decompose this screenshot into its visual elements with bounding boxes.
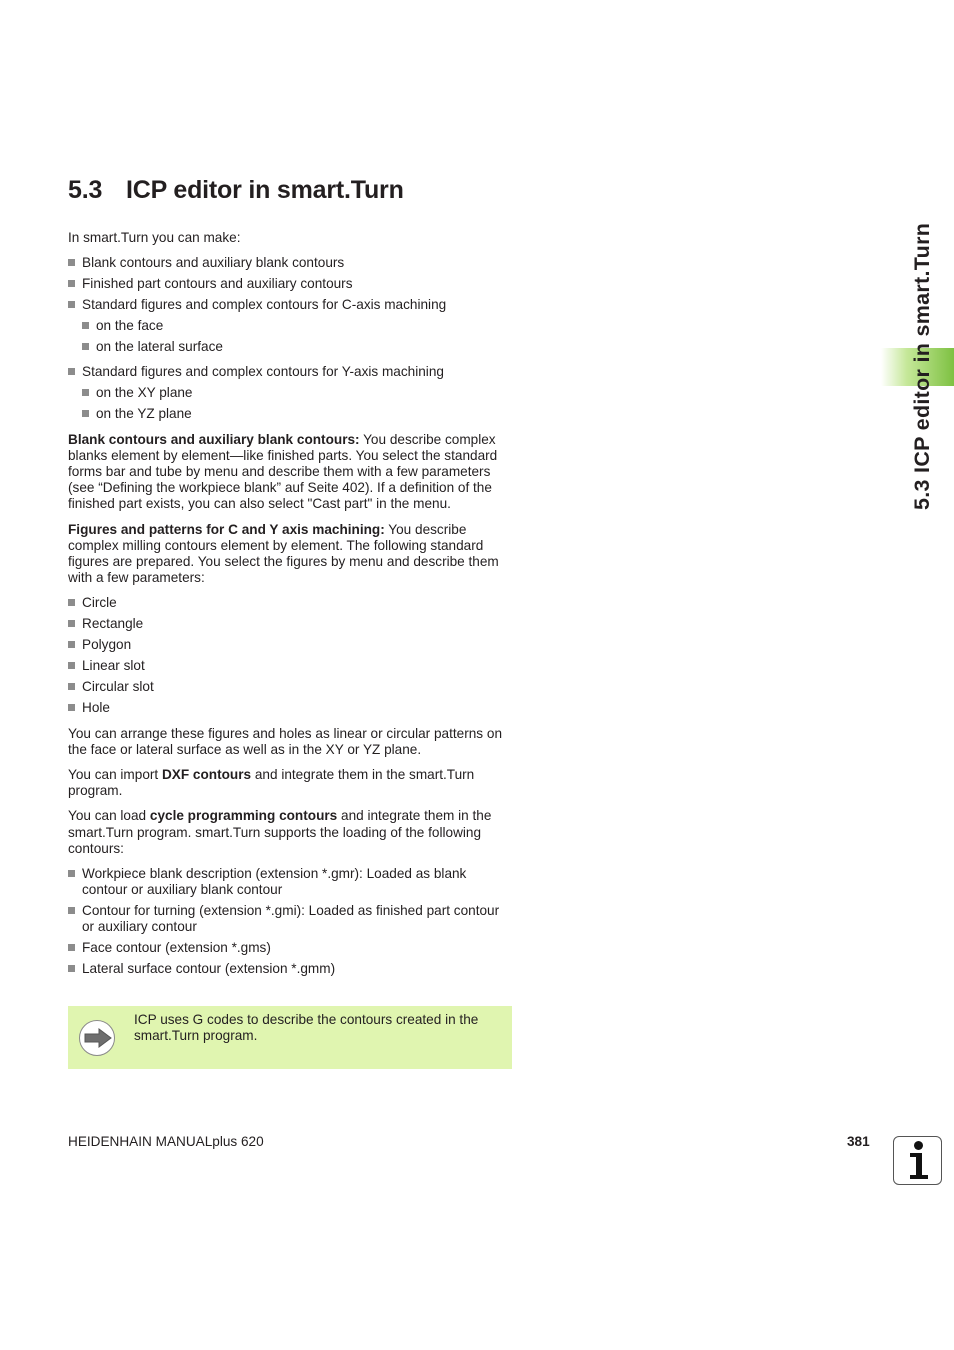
make-list — [68, 255, 512, 355]
section-number: 5.3 — [68, 176, 103, 204]
sub-list-item: on the face — [82, 318, 512, 334]
bullet-icon — [68, 870, 75, 877]
list-item: Hole — [68, 700, 512, 716]
bullet-icon — [82, 410, 89, 417]
section-title-text: ICP editor in smart.Turn — [126, 176, 404, 204]
footer-product-name: HEIDENHAIN MANUALplus 620 — [68, 1134, 264, 1149]
make-list-y — [68, 364, 512, 422]
info-icon — [893, 1136, 942, 1185]
list-item: Rectangle — [68, 616, 512, 632]
arrow-right-icon-graphic — [84, 1027, 112, 1049]
sub-list-item: on the lateral surface — [82, 339, 512, 355]
list-item: Standard figures and complex contours for Y-axis machining on the XY plane on the YZ plane — [68, 364, 512, 422]
dxf-contours-term: DXF contours — [161, 767, 252, 783]
list-item: Contour for turning (extension *.gmi): Loaded as finished part contour or auxiliary contour — [68, 903, 512, 935]
info-icon-dot — [914, 1141, 923, 1150]
contours-list — [68, 866, 512, 978]
list-item: Finished part contours and auxiliary contours — [68, 276, 512, 292]
bullet-icon — [68, 280, 75, 287]
list-item: Circular slot — [68, 679, 512, 695]
body-content — [68, 230, 512, 987]
note-text: ICP uses G codes to describe the contours created in the smart.Turn program. — [134, 1012, 479, 1044]
bullet-icon — [82, 322, 89, 329]
figures-list — [68, 595, 512, 716]
bullet-icon — [68, 704, 75, 711]
bullet-icon — [68, 944, 75, 951]
bullet-icon — [68, 662, 75, 669]
list-item: Blank contours and auxiliary blank contours — [68, 255, 512, 271]
list-item: Standard figures and complex contours for C-axis machining on the face on the lateral surface — [68, 297, 512, 355]
cycle-contours-term: cycle programming contours — [149, 808, 338, 824]
bullet-icon — [68, 683, 75, 690]
intro-paragraph: In smart.Turn you can make: — [68, 230, 241, 245]
patterns-paragraph: You can arrange these figures and holes as linear or circular patterns on the face or lateral surface as well as in the XY or YZ plane. — [68, 725, 503, 757]
bullet-icon — [68, 965, 75, 972]
bullet-icon — [68, 259, 75, 266]
cycle-paragraph: You can load cycle programming contours and integrate them in the smart.Turn program. smart.Turn supports the loading of the following contours: — [68, 808, 492, 856]
bullet-icon — [68, 620, 75, 627]
bullet-icon — [68, 907, 75, 914]
list-item: Workpiece blank description (extension *.gmr): Loaded as blank contour or auxiliary blank contour — [68, 866, 512, 898]
bullet-icon — [82, 389, 89, 396]
info-icon-stem — [908, 1152, 930, 1179]
blank-contours-heading: Blank contours and auxiliary blank contours: — [68, 431, 360, 447]
side-section-title-text: 5.3 ICP editor in smart.Turn — [910, 222, 934, 510]
page-number: 381 — [847, 1134, 870, 1149]
bullet-icon — [68, 641, 75, 648]
sub-list-item: on the XY plane — [82, 385, 512, 401]
sub-list — [82, 318, 512, 355]
dxf-paragraph: You can import DXF contours and integrate them in the smart.Turn program. — [68, 767, 475, 799]
bullet-icon — [68, 368, 75, 375]
list-item: Circle — [68, 595, 512, 611]
sub-list — [82, 385, 512, 422]
figures-paragraph: Figures and patterns for C and Y axis machining: You describe complex milling contours element by element. The following standard figures are prepared. You select the figures by menu and describe them with a few parameters: — [68, 521, 499, 586]
arrow-right-icon — [79, 1020, 115, 1056]
blank-contours-paragraph: Blank contours and auxiliary blank contours: You describe complex blanks element by element—like finished parts. You select the standard forms bar and tube by menu and describe them with a few parameters (see “Defining the workpiece blank” auf Seite 402). If a definition of the finished part exists, you can also select "Cast part" in the menu. — [68, 431, 498, 512]
side-section-title — [910, 222, 946, 510]
list-item: Lateral surface contour (extension *.gmm) — [68, 961, 512, 977]
bullet-icon — [68, 301, 75, 308]
bullet-icon — [68, 599, 75, 606]
list-item: Face contour (extension *.gms) — [68, 940, 512, 956]
figures-heading: Figures and patterns for C and Y axis machining: — [68, 521, 385, 537]
bullet-icon — [82, 343, 89, 350]
note-box — [68, 1006, 512, 1069]
list-item: Linear slot — [68, 658, 512, 674]
section-title — [68, 176, 404, 205]
sub-list-item: on the YZ plane — [82, 406, 512, 422]
list-item: Polygon — [68, 637, 512, 653]
